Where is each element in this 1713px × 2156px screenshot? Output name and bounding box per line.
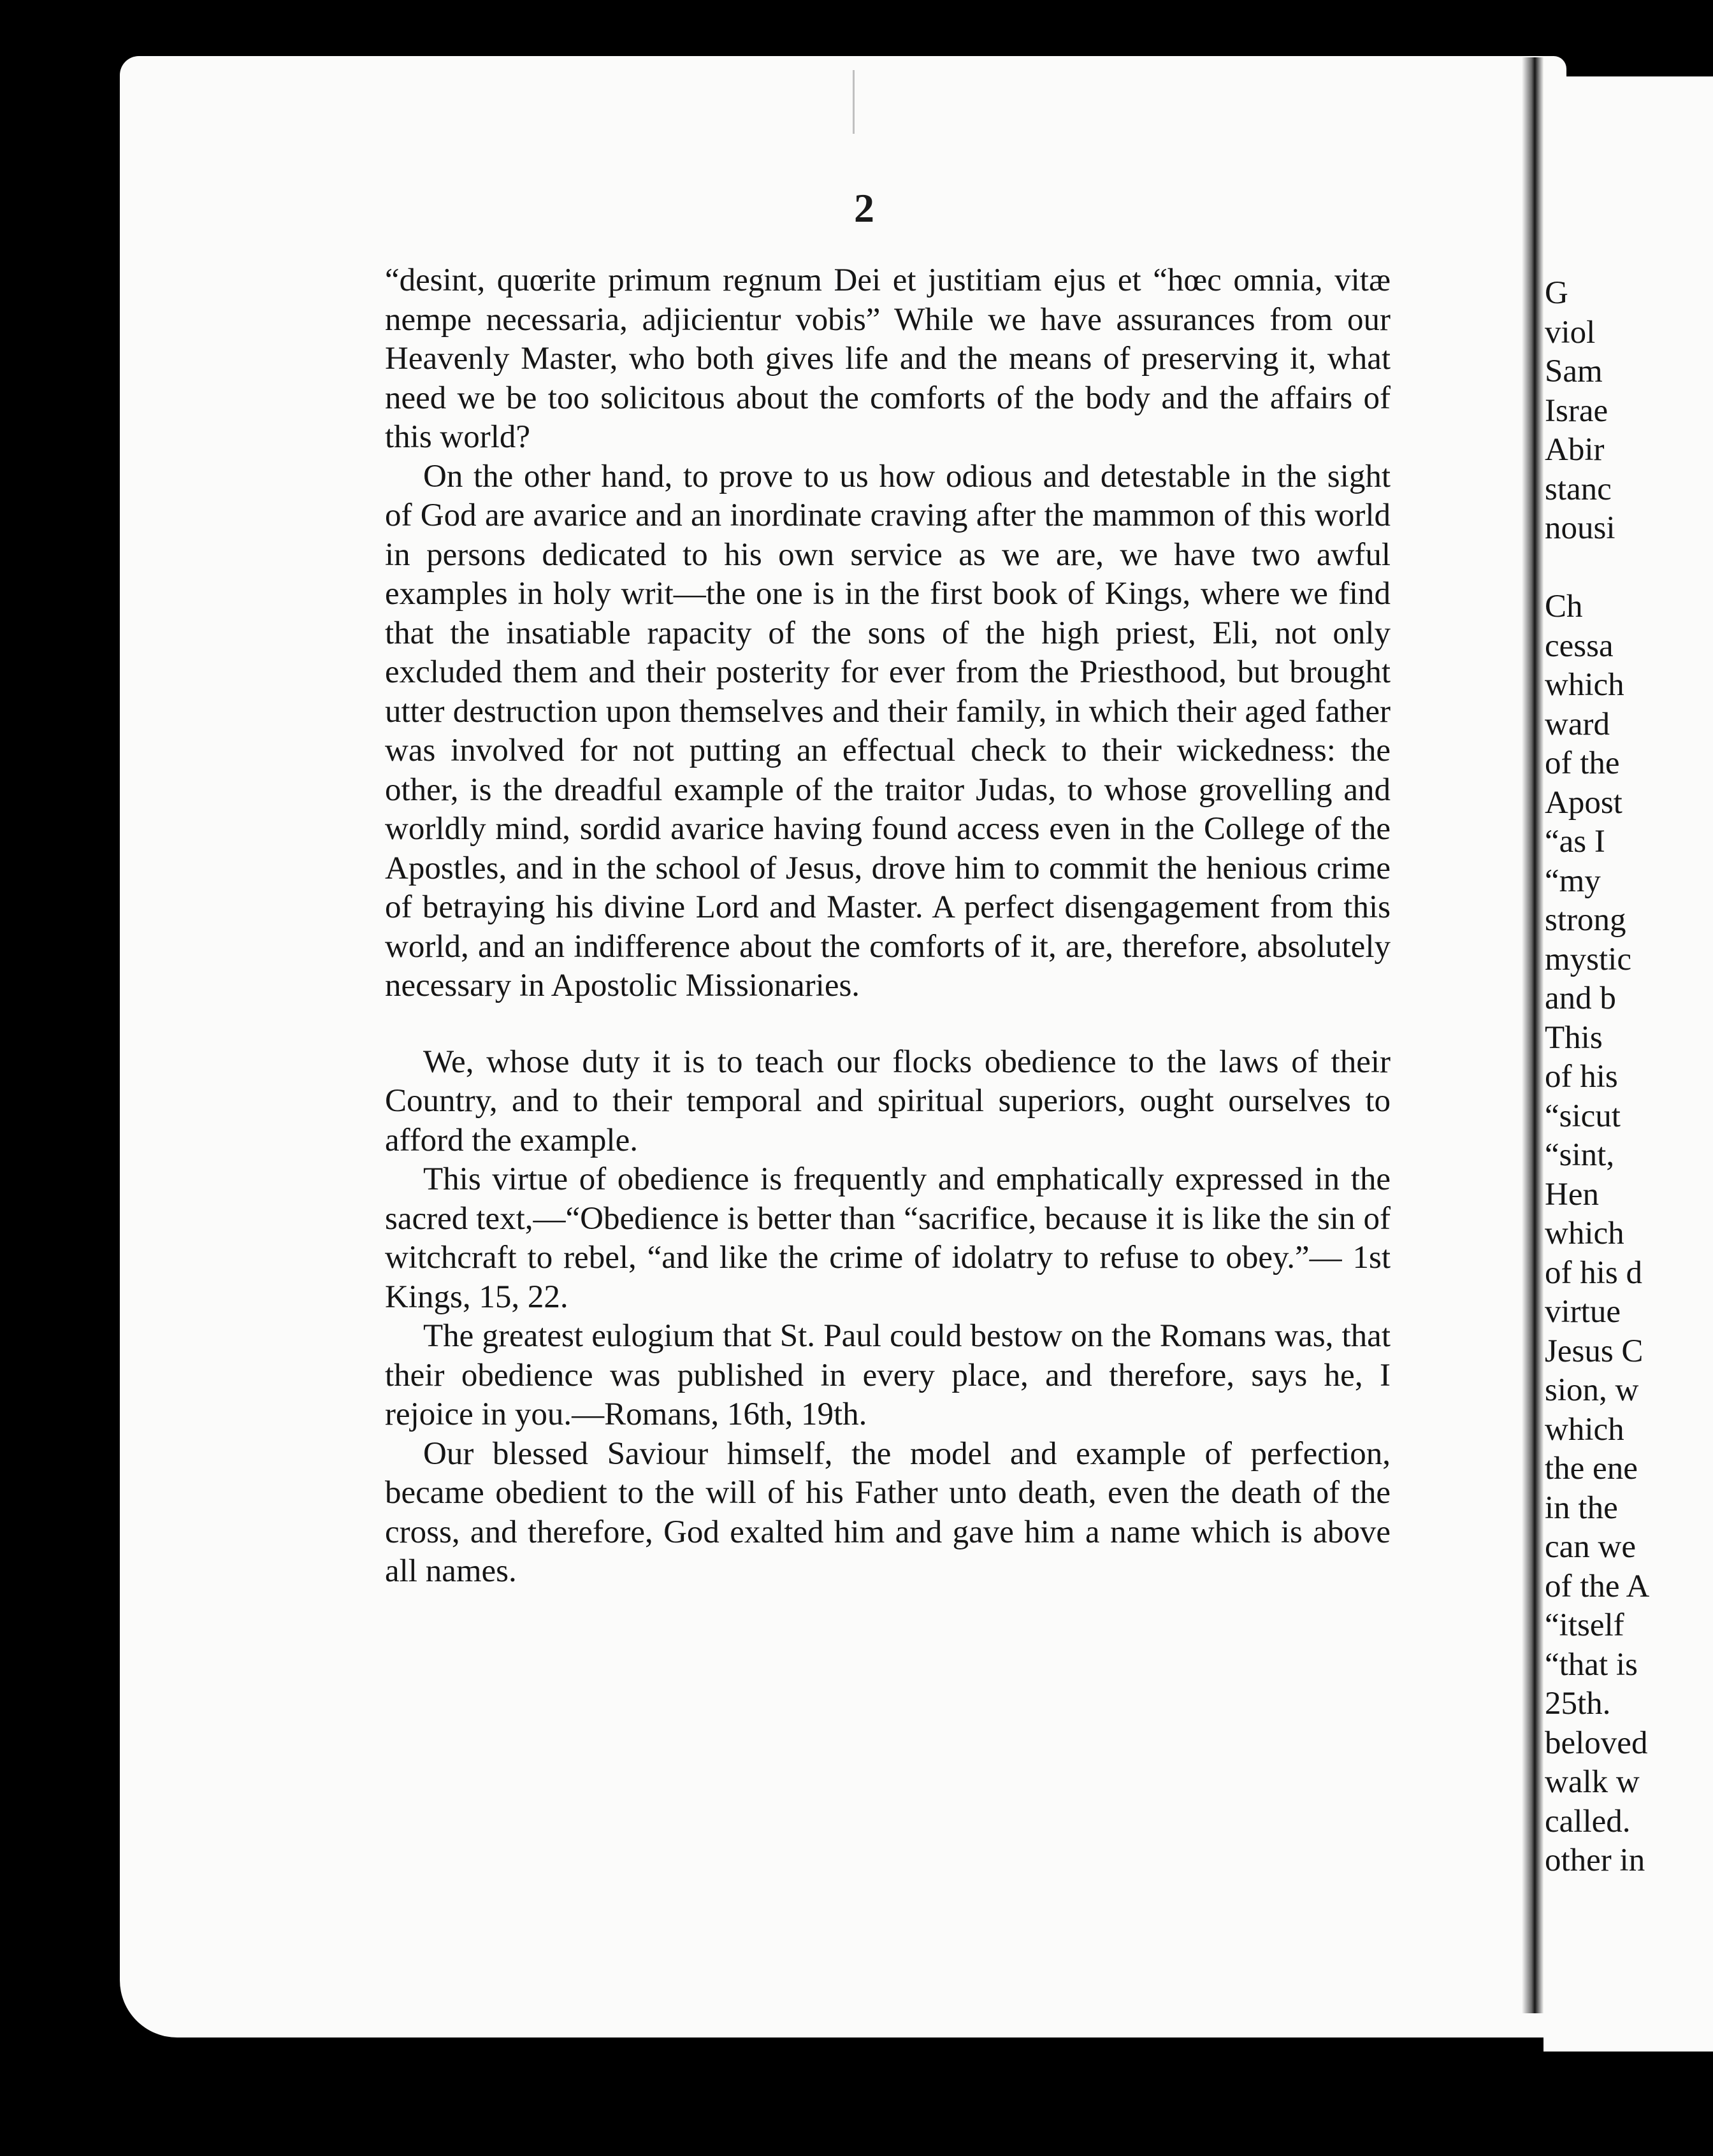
right-column-line: “sint,	[1545, 1137, 1615, 1173]
right-column-line: of his	[1545, 1059, 1618, 1095]
paragraph-5: The greatest eulogium that St. Paul could bestow on the Romans was, that their obedience was published in every place, and therefore, says he, I rejoice in you.—Romans, 16th, 19th.	[385, 1318, 1391, 1432]
right-column-line: Jesus C	[1545, 1333, 1644, 1369]
right-column-line: can we	[1545, 1529, 1636, 1565]
right-column-line: which	[1545, 1411, 1624, 1448]
right-column-line: Ch	[1545, 589, 1583, 624]
right-column-line: Hen	[1545, 1176, 1599, 1212]
right-column-line: “that is	[1545, 1646, 1638, 1683]
right-column-line: Abir	[1545, 432, 1605, 468]
right-column-line: strong	[1545, 902, 1626, 938]
right-column-line: of his d	[1545, 1254, 1642, 1291]
right-column-line: This	[1545, 1019, 1603, 1056]
right-column-text	[1545, 274, 1713, 1881]
right-column-line: cessa	[1545, 628, 1614, 664]
right-column-line: walk w	[1545, 1764, 1640, 1800]
paragraph-3: We, whose duty it is to teach our flocks obedience to the laws of their Country, and to their temporal and spiritual superiors, ought ourselves to afford the example.	[385, 1044, 1391, 1158]
right-column-line: “as I	[1545, 824, 1605, 859]
right-column-line: ward	[1545, 706, 1610, 742]
paragraph-1: “desint, quœrite primum regnum Dei et justitiam ejus et “hœc omnia, vitæ nempe necessaria, adjicientur vobis” While we have assurances from our Heavenly Master, who both gives life and the means of preserving it, what need we be too solicitous about the comforts of the body and the affairs of this world?	[385, 262, 1391, 455]
right-column-line: mystic	[1545, 941, 1631, 977]
right-column-line: 25th.	[1545, 1686, 1611, 1721]
right-column-line: Apost	[1545, 784, 1623, 821]
right-column-line	[1545, 549, 1713, 588]
right-column-line: in the	[1545, 1490, 1618, 1526]
right-column-line: and b	[1545, 981, 1616, 1016]
right-column-line: beloved	[1545, 1725, 1648, 1761]
paragraph-6: Our blessed Saviour himself, the model and example of perfection, became obedient to the will of his Father unto death, even the death of the cross, and therefore, God exalted him and gave him a name which is above all names.	[385, 1435, 1391, 1589]
left-column-text	[385, 261, 1391, 1592]
right-column-line: “sicut	[1545, 1098, 1621, 1134]
right-column-line: “my	[1545, 863, 1601, 899]
paragraph-2: On the other hand, to prove to us how odious and detestable in the sight of God are avarice and an inordinate craving after the mammon of this world in persons dedicated to his own service as we are, we have two awful examples in holy writ—the one is in the first book of Kings, where we find that the insatiable rapacity of the sons of the high priest, Eli, not only excluded them and their posterity for ever from the Priesthood, but brought utter destruction upon themselves and their family, in which their aged father was involved for not putting an effectual check to their wickedness: the other, is the dreadful example of the traitor Judas, to whose grovelling and worldly mind, sordid avarice having found access even in the College of the Apostles, and in the school of Jesus, drove him to commit the henious crime of betraying his divine Lord and Master. A perfect disengagement from this world, and an indifference about the comforts of it, are, therefore, absolutely necessary in Apostolic Missionaries.	[385, 458, 1391, 1003]
right-column-line: of the A	[1545, 1568, 1650, 1604]
right-column-line: of the	[1545, 745, 1620, 781]
right-column-line: which	[1545, 1216, 1624, 1251]
right-column-line: which	[1545, 667, 1624, 703]
right-column-line: G	[1545, 275, 1568, 311]
right-column-line: called.	[1545, 1803, 1631, 1839]
book-spine	[1522, 57, 1543, 2013]
paragraph-4: This virtue of obedience is frequently and emphatically expressed in the sacred text,—“Obedience is better than “sacrifice, because it is like the sin of witchcraft to rebel, “and like the crime of idolatry to refuse to obey.”— 1st Kings, 15, 22.	[385, 1161, 1391, 1315]
right-column-line: Sam	[1545, 354, 1603, 389]
right-column-line: viol	[1545, 314, 1596, 350]
right-column-line: other in	[1545, 1843, 1645, 1878]
right-column-line: sion, w	[1545, 1372, 1639, 1408]
right-column-line: “itself	[1545, 1607, 1624, 1643]
page-number: 2	[854, 185, 874, 231]
right-column-line: nousi	[1545, 510, 1615, 546]
right-column-line: the ene	[1545, 1451, 1638, 1486]
gutter-mark	[853, 70, 880, 134]
right-column-line: Israe	[1545, 392, 1608, 429]
right-column-line: virtue	[1545, 1294, 1621, 1330]
right-column-line: stanc	[1545, 471, 1612, 507]
